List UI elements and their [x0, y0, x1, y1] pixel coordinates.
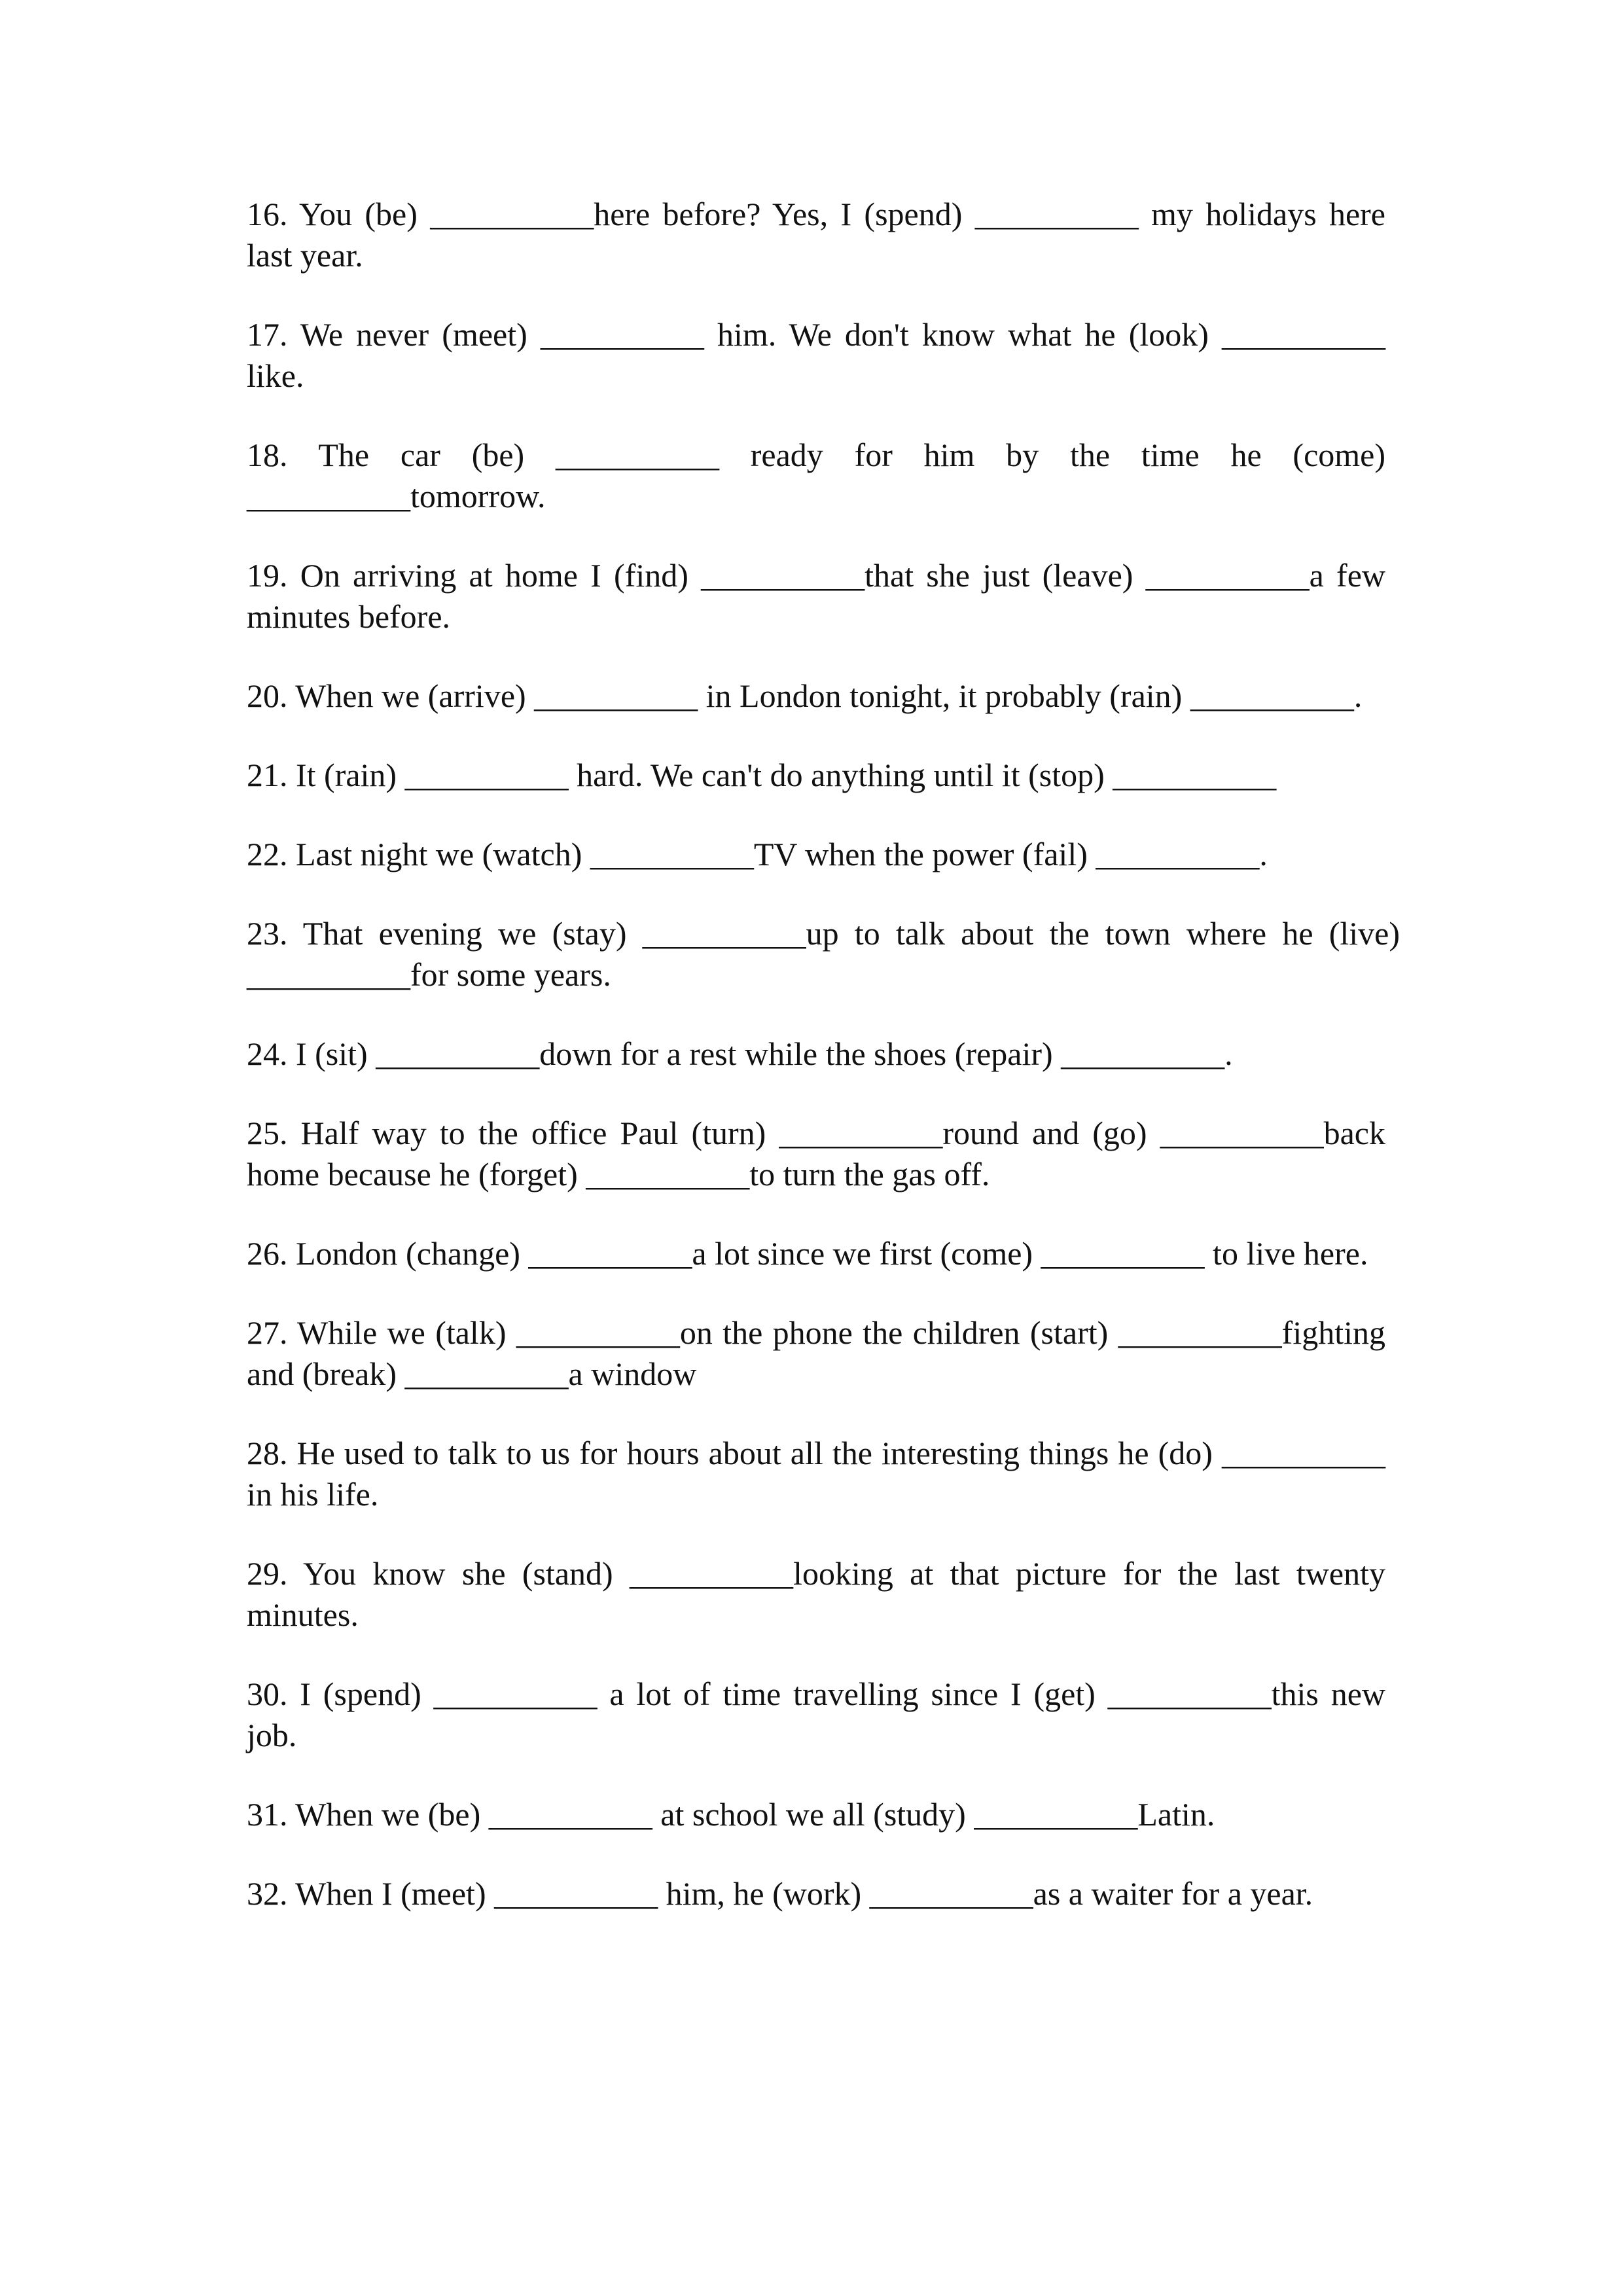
exercise-item-17: 17. We never (meet) __________ him. We don't know what he (look) __________ like. [247, 316, 1385, 394]
exercise-item-27: 27. While we (talk) __________on the phone the children (start) __________fighting and (break) __________a window [247, 1314, 1385, 1392]
exercise-item-26: 26. London (change) __________a lot since we first (come) __________ to live here. [247, 1235, 1368, 1272]
exercise-item-21: 21. It (rain) __________ hard. We can't do anything until it (stop) __________ [247, 757, 1277, 793]
exercise-item-23: 23. That evening we (stay) __________up to talk about the town where he (live) __________for some years. [247, 915, 1400, 993]
exercise-item-18: 18. The car (be) __________ ready for him by the time he (come) __________tomorrow. [247, 437, 1385, 514]
exercise-item-22: 22. Last night we (watch) __________TV when the power (fail) __________. [247, 836, 1268, 872]
exercise-item-32: 32. When I (meet) __________ him, he (work) __________as a waiter for a year. [247, 1875, 1313, 1912]
exercise-item-24: 24. I (sit) __________down for a rest while the shoes (repair) __________. [247, 1035, 1233, 1072]
exercise-item-16: 16. You (be) __________here before? Yes, I (spend) __________ my holidays here last year. [247, 196, 1385, 274]
exercise-item-19: 19. On arriving at home I (find) __________that she just (leave) __________a few minutes before. [247, 557, 1385, 635]
exercise-item-28: 28. He used to talk to us for hours about all the interesting things he (do) __________ in his life. [247, 1435, 1385, 1513]
exercise-item-30: 30. I (spend) __________ a lot of time travelling since I (get) __________this new job. [247, 1676, 1385, 1753]
exercise-item-20: 20. When we (arrive) __________ in London tonight, it probably (rain) __________. [247, 677, 1363, 714]
exercise-list [247, 194, 1400, 1952]
exercise-item-25: 25. Half way to the office Paul (turn) __________round and (go) __________back home because he (forget) __________to turn the gas off. [247, 1115, 1385, 1193]
exercise-item-31: 31. When we (be) __________ at school we all (study) __________Latin. [247, 1796, 1215, 1833]
exercise-item-29: 29. You know she (stand) __________looking at that picture for the last twenty minutes. [247, 1555, 1385, 1633]
